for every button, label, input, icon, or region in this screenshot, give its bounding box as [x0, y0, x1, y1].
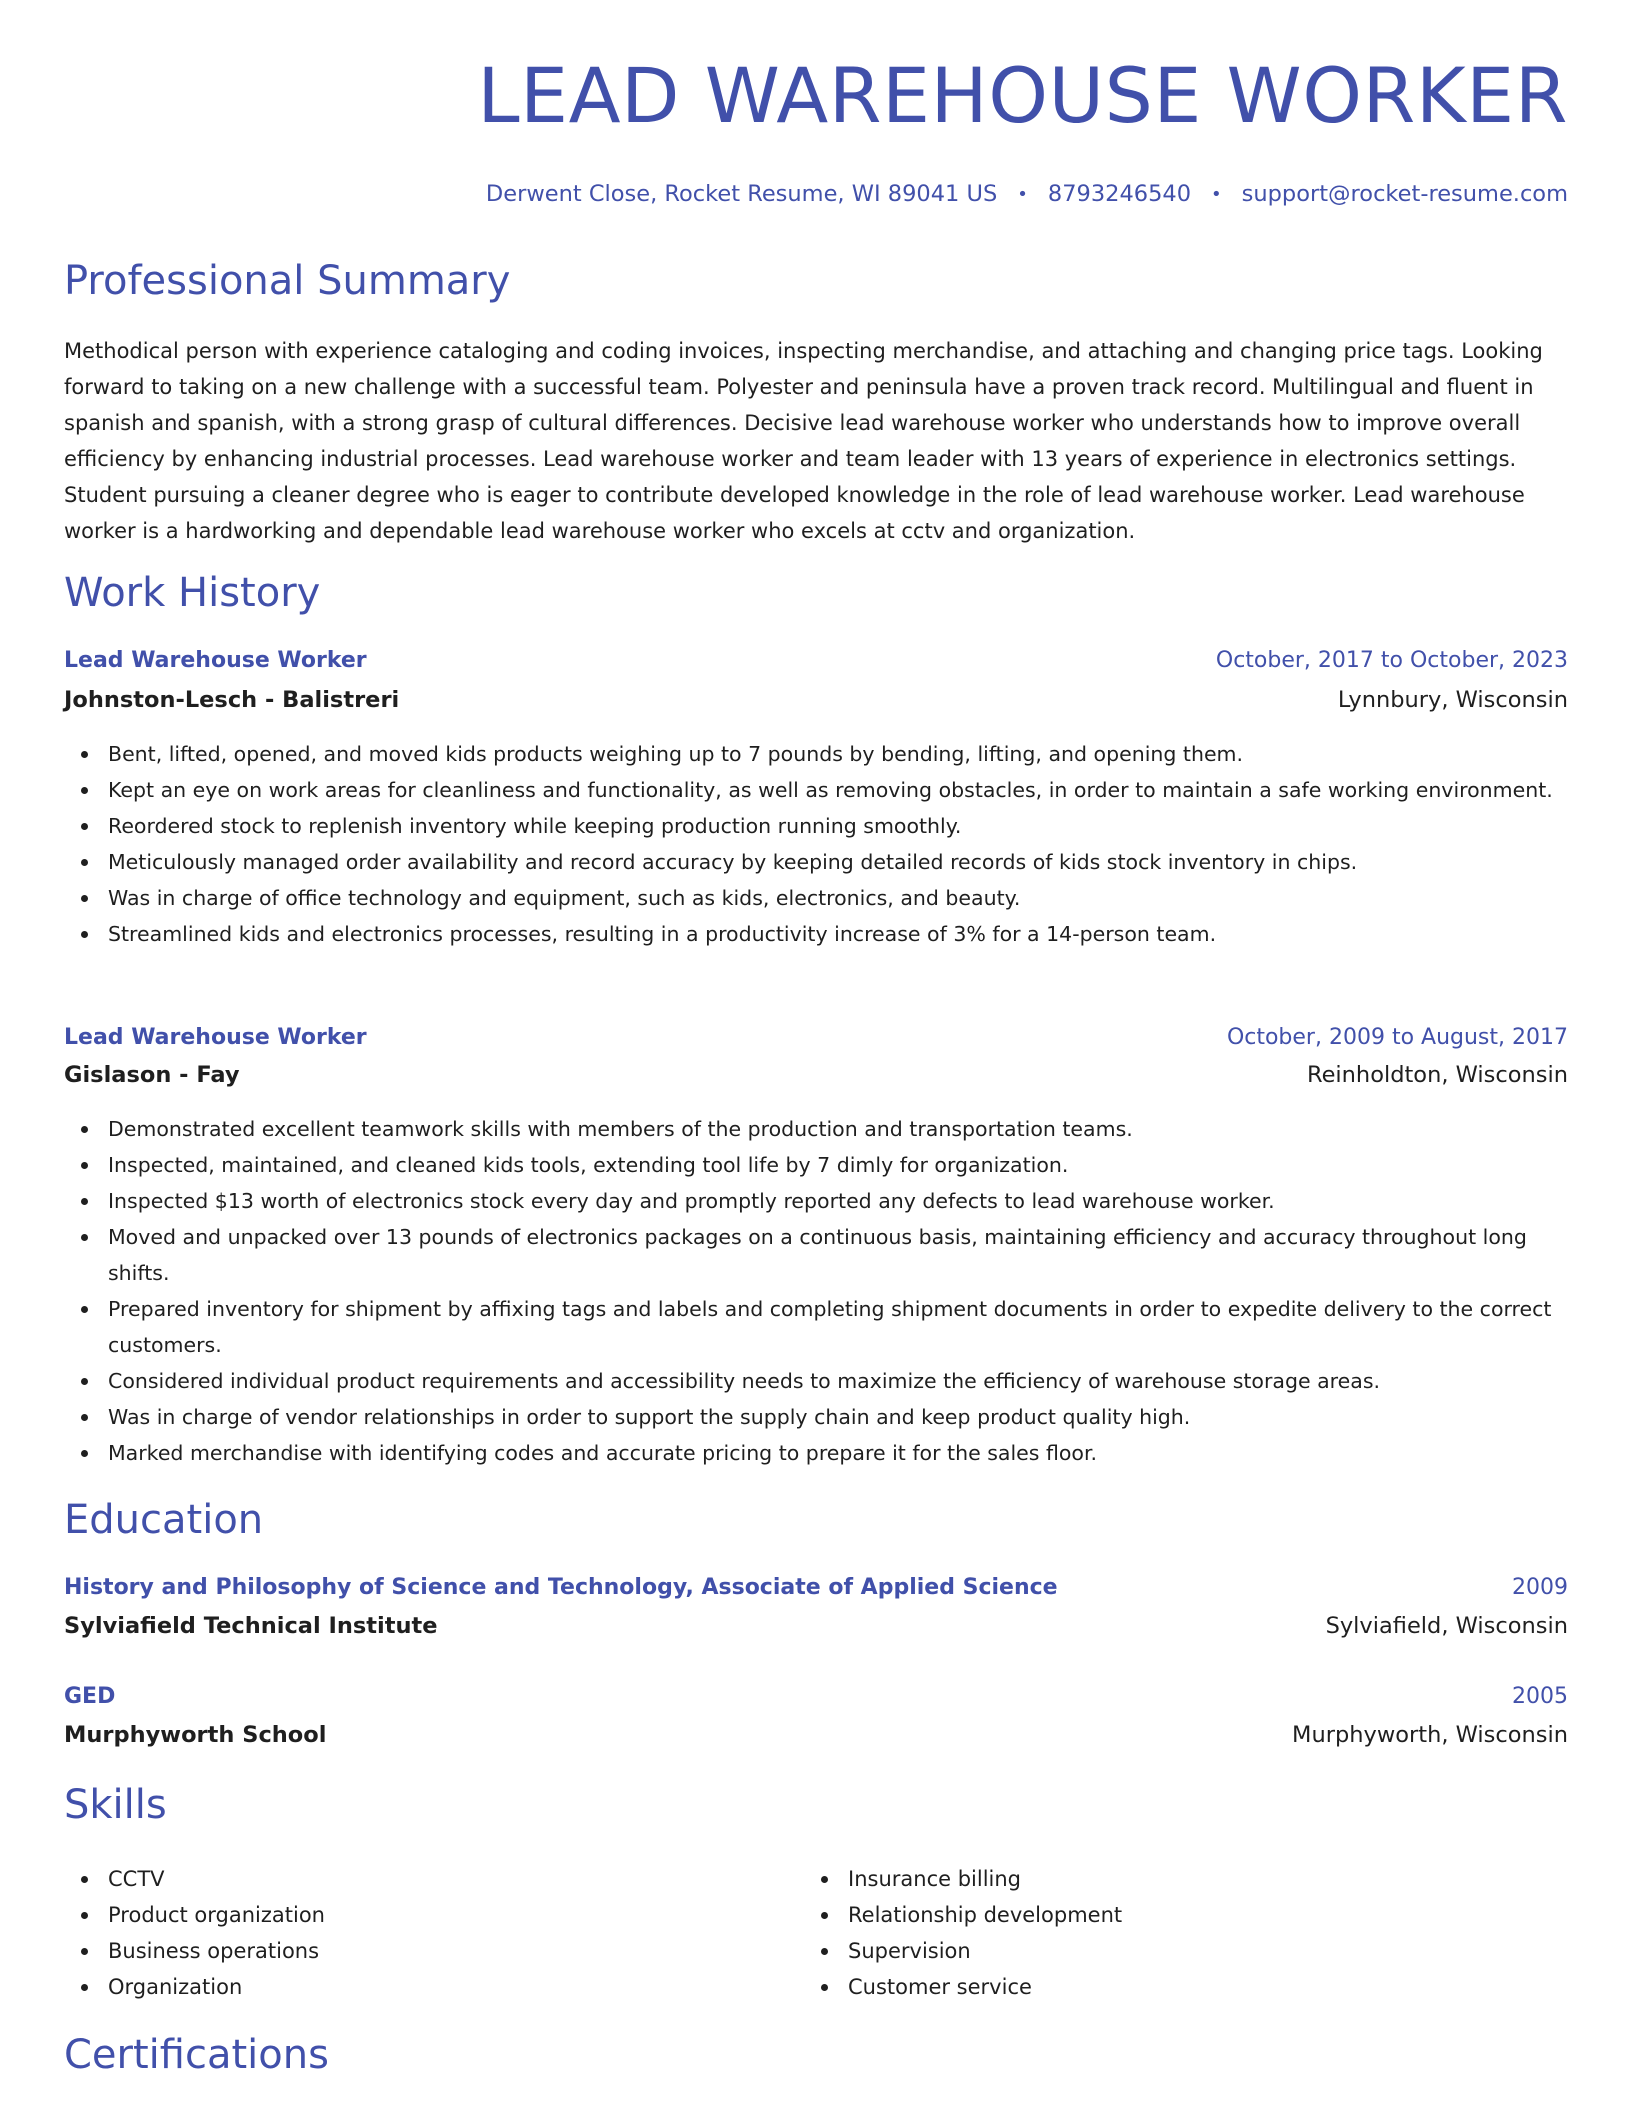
education-heading: Education — [64, 1497, 264, 1543]
list-item: Marked merchandise with identifying codes and accurate pricing to prepare it for the sales floor. — [108, 1435, 1568, 1471]
skills-list-right — [804, 1861, 1544, 2005]
education-year: 2005 — [1512, 1684, 1568, 1709]
contact-separator: • — [1211, 183, 1222, 205]
education-1-school-row — [64, 1613, 1568, 1639]
list-item: Moved and unpacked over 13 pounds of electronics packages on a continuous basis, maintaining efficiency and accuracy throughout long shifts. — [108, 1219, 1568, 1291]
list-item: Organization — [108, 1969, 804, 2005]
list-item: Product organization — [108, 1897, 804, 1933]
list-item: Streamlined kids and electronics processes, resulting in a productivity increase of 3% for a 14-person team. — [108, 916, 1568, 952]
job-2-title-row — [64, 1025, 1568, 1050]
list-item: Demonstrated excellent teamwork skills with members of the production and transportation teams. — [108, 1111, 1568, 1147]
list-item: Was in charge of vendor relationships in order to support the supply chain and keep product quality high. — [108, 1399, 1568, 1435]
job-2-employer-row — [64, 1062, 1568, 1088]
education-2-school-row — [64, 1722, 1568, 1748]
list-item: Supervision — [848, 1933, 1544, 1969]
list-item: Kept an eye on work areas for cleanliness and functionality, as well as removing obstacles, in order to maintain a safe working environment. — [108, 772, 1568, 808]
list-item: Reordered stock to replenish inventory while keeping production running smoothly. — [108, 808, 1568, 844]
education-year: 2009 — [1512, 1575, 1568, 1600]
job-title: Lead Warehouse Worker — [64, 648, 367, 673]
job-1-title-row — [64, 648, 1568, 673]
list-item: Considered individual product requirements and accessibility needs to maximize the efficiency of warehouse storage areas. — [108, 1363, 1568, 1399]
summary-text: Methodical person with experience cataloging and coding invoices, inspecting merchandise, and attaching and changing price tags. Looking forward to taking on a new challenge with a successful team. Polyester and peninsula have a proven track record. Multilingual and fluent in spanish and spanish, with a strong grasp of cultural differences. Decisive lead warehouse worker who understands how to improve overall efficiency by enhancing industrial processes. Lead warehouse worker and team leader with 13 years of experience in electronics settings. Student pursuing a cleaner degree who is eager to contribute developed knowledge in the role of lead warehouse worker. Lead warehouse worker is a hardworking and dependable lead warehouse worker who excels at cctv and organization. — [64, 339, 1543, 543]
skills-column-right — [804, 1861, 1544, 2005]
list-item: Inspected $13 worth of electronics stock every day and promptly reported any defects to lead warehouse worker. — [108, 1183, 1568, 1219]
skills-columns — [64, 1861, 1568, 2005]
job-dates: October, 2017 to October, 2023 — [1215, 648, 1568, 673]
skills-column-left — [64, 1861, 804, 2005]
education-school: Sylviafield Technical Institute — [64, 1613, 438, 1639]
education-1-title-row — [64, 1575, 1568, 1600]
job-title: Lead Warehouse Worker — [64, 1025, 367, 1050]
contact-address: Derwent Close, Rocket Resume, WI 89041 US — [485, 181, 998, 207]
education-degree: GED — [64, 1684, 116, 1709]
resume-name: LEAD WAREHOUSE WORKER — [477, 51, 1568, 140]
job-location: Reinholdton, Wisconsin — [1306, 1062, 1568, 1088]
education-location: Sylviafield, Wisconsin — [1325, 1613, 1568, 1639]
list-item: Bent, lifted, opened, and moved kids products weighing up to 7 pounds by bending, lifting, and opening them. — [108, 736, 1568, 772]
list-item: Relationship development — [848, 1897, 1544, 1933]
job-dates: October, 2009 to August, 2017 — [1226, 1025, 1568, 1050]
skills-heading: Skills — [64, 1782, 167, 1828]
list-item: Was in charge of office technology and equipment, such as kids, electronics, and beauty. — [108, 880, 1568, 916]
list-item: CCTV — [108, 1861, 804, 1897]
education-location: Murphyworth, Wisconsin — [1292, 1722, 1568, 1748]
education-school: Murphyworth School — [64, 1722, 327, 1748]
skills-list-left — [64, 1861, 804, 2005]
list-item: Business operations — [108, 1933, 804, 1969]
job-2-bullets — [64, 1111, 1568, 1471]
list-item: Customer service — [848, 1969, 1544, 2005]
list-item: Insurance billing — [848, 1861, 1544, 1897]
list-item: Meticulously managed order availability and record accuracy by keeping detailed records of kids stock inventory in chips. — [108, 844, 1568, 880]
summary-heading: Professional Summary — [64, 258, 511, 304]
education-degree: History and Philosophy of Science and Technology, Associate of Applied Science — [64, 1575, 1058, 1600]
list-item: Prepared inventory for shipment by affixing tags and labels and completing shipment documents in order to expedite delivery to the correct customers. — [108, 1291, 1568, 1363]
contact-email: support@rocket-resume.com — [1241, 181, 1568, 207]
job-employer: Johnston-Lesch - Balistreri — [64, 687, 400, 713]
contact-phone: 8793246540 — [1047, 181, 1192, 207]
contact-line — [486, 181, 1568, 207]
education-2-title-row — [64, 1684, 1568, 1709]
list-item: Inspected, maintained, and cleaned kids tools, extending tool life by 7 dimly for organization. — [108, 1147, 1568, 1183]
job-employer: Gislason - Fay — [64, 1062, 240, 1088]
job-1-bullets — [64, 736, 1568, 952]
job-1-employer-row — [64, 687, 1568, 713]
certifications-heading: Certifications — [64, 2032, 329, 2078]
work-history-heading: Work History — [64, 570, 321, 616]
contact-separator: • — [1017, 183, 1028, 205]
job-location: Lynnbury, Wisconsin — [1337, 687, 1568, 713]
